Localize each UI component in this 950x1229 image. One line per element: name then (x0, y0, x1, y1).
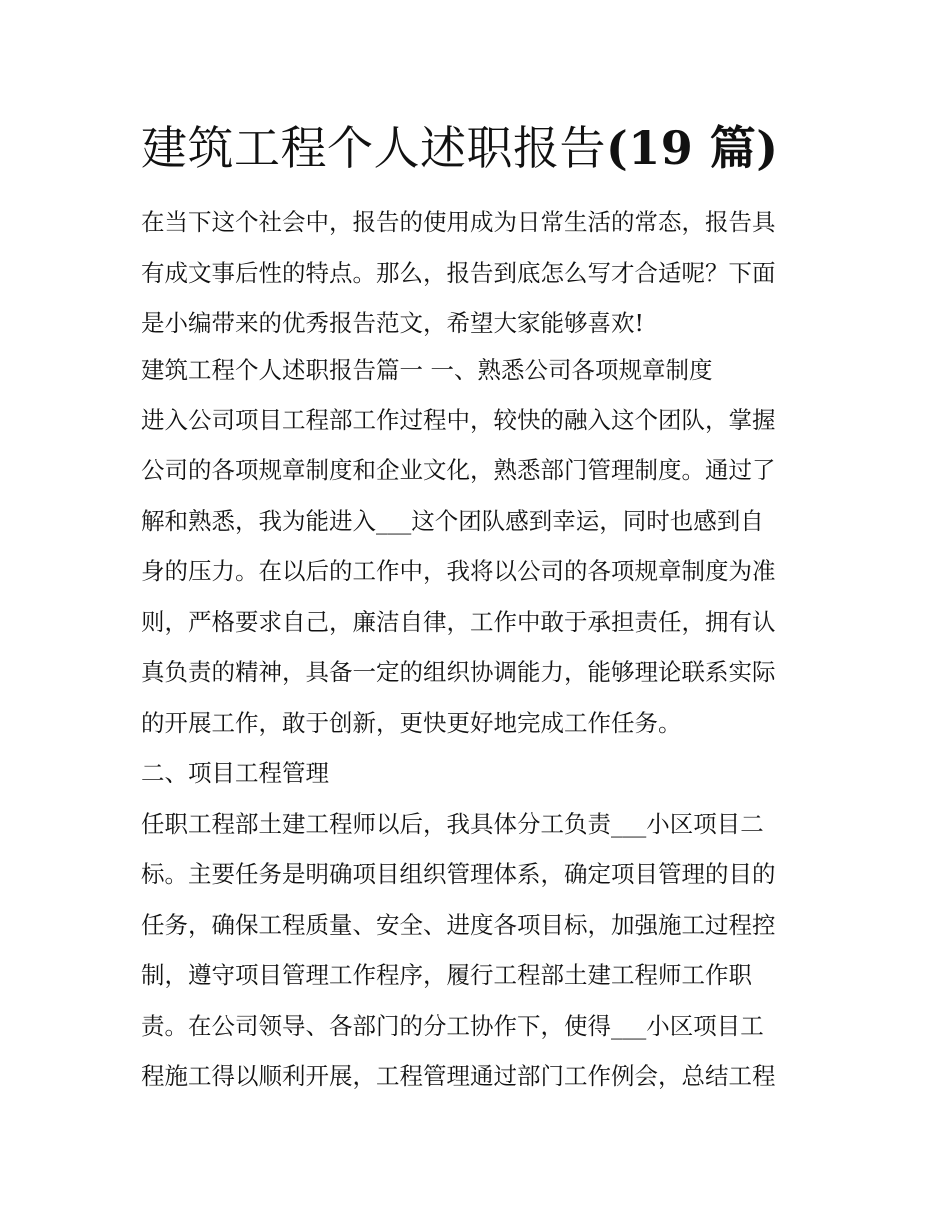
text-line: 身的压力。在以后的工作中，我将以公司的各项规章制度为准 (141, 557, 776, 585)
text-line: 解和熟悉，我为能进入___这个团队感到幸运，同时也感到自 (141, 506, 764, 535)
text-line: 制，遵守项目管理工作程序，履行工程部土建工程师工作职 (141, 961, 752, 989)
intro-paragraph (141, 197, 817, 349)
text-line: 在当下这个社会中，报告的使用成为日常生活的常态，报告具 (141, 208, 776, 236)
text-line: 公司的各项规章制度和企业文化，熟悉部门管理制度。通过了 (141, 456, 776, 484)
text-line: 任务，确保工程质量、安全、进度各项目标，加强施工过程控 (141, 910, 776, 939)
document-body (141, 197, 817, 1102)
text-line: 任职工程部土建工程师以后，我具体分工负责___小区项目二 (141, 809, 764, 838)
title-count: (19 篇) (606, 121, 779, 175)
text-line: 的开展工作，敢于创新，更快更好地完成工作任务。 (141, 708, 682, 737)
document-title (141, 118, 841, 178)
text-line: 标。主要任务是明确项目组织管理体系，确定项目管理的目的 (141, 860, 776, 888)
text-line: 有成文事后性的特点。那么，报告到底怎么写才合适呢？下面 (141, 258, 776, 287)
section2-heading: 二、项目工程管理 (141, 759, 329, 787)
text-line: 是小编带来的优秀报告范文，希望大家能够喜欢! (141, 309, 644, 337)
section1-paragraph (141, 395, 817, 749)
text-line: 程施工得以顺利开展，工程管理通过部门工作例会，总结工程 (141, 1062, 776, 1090)
text-line: 真负责的精神，具备一定的组织协调能力，能够理论联系实际 (141, 658, 776, 686)
section2-paragraph (141, 799, 817, 1102)
section1-heading: 建筑工程个人述职报告篇一 一、熟悉公司各项规章制度 (141, 355, 713, 384)
text-line: 进入公司项目工程部工作过程中，较快的融入这个团队，掌握 (141, 405, 776, 434)
text-line: 责。在公司领导、各部门的分工协作下，使得___小区项目工 (141, 1011, 764, 1040)
title-main: 建筑工程个人述职报告 (141, 121, 606, 175)
text-line: 则，严格要求自己，廉洁自律，工作中敢于承担责任，拥有认 (141, 607, 776, 636)
